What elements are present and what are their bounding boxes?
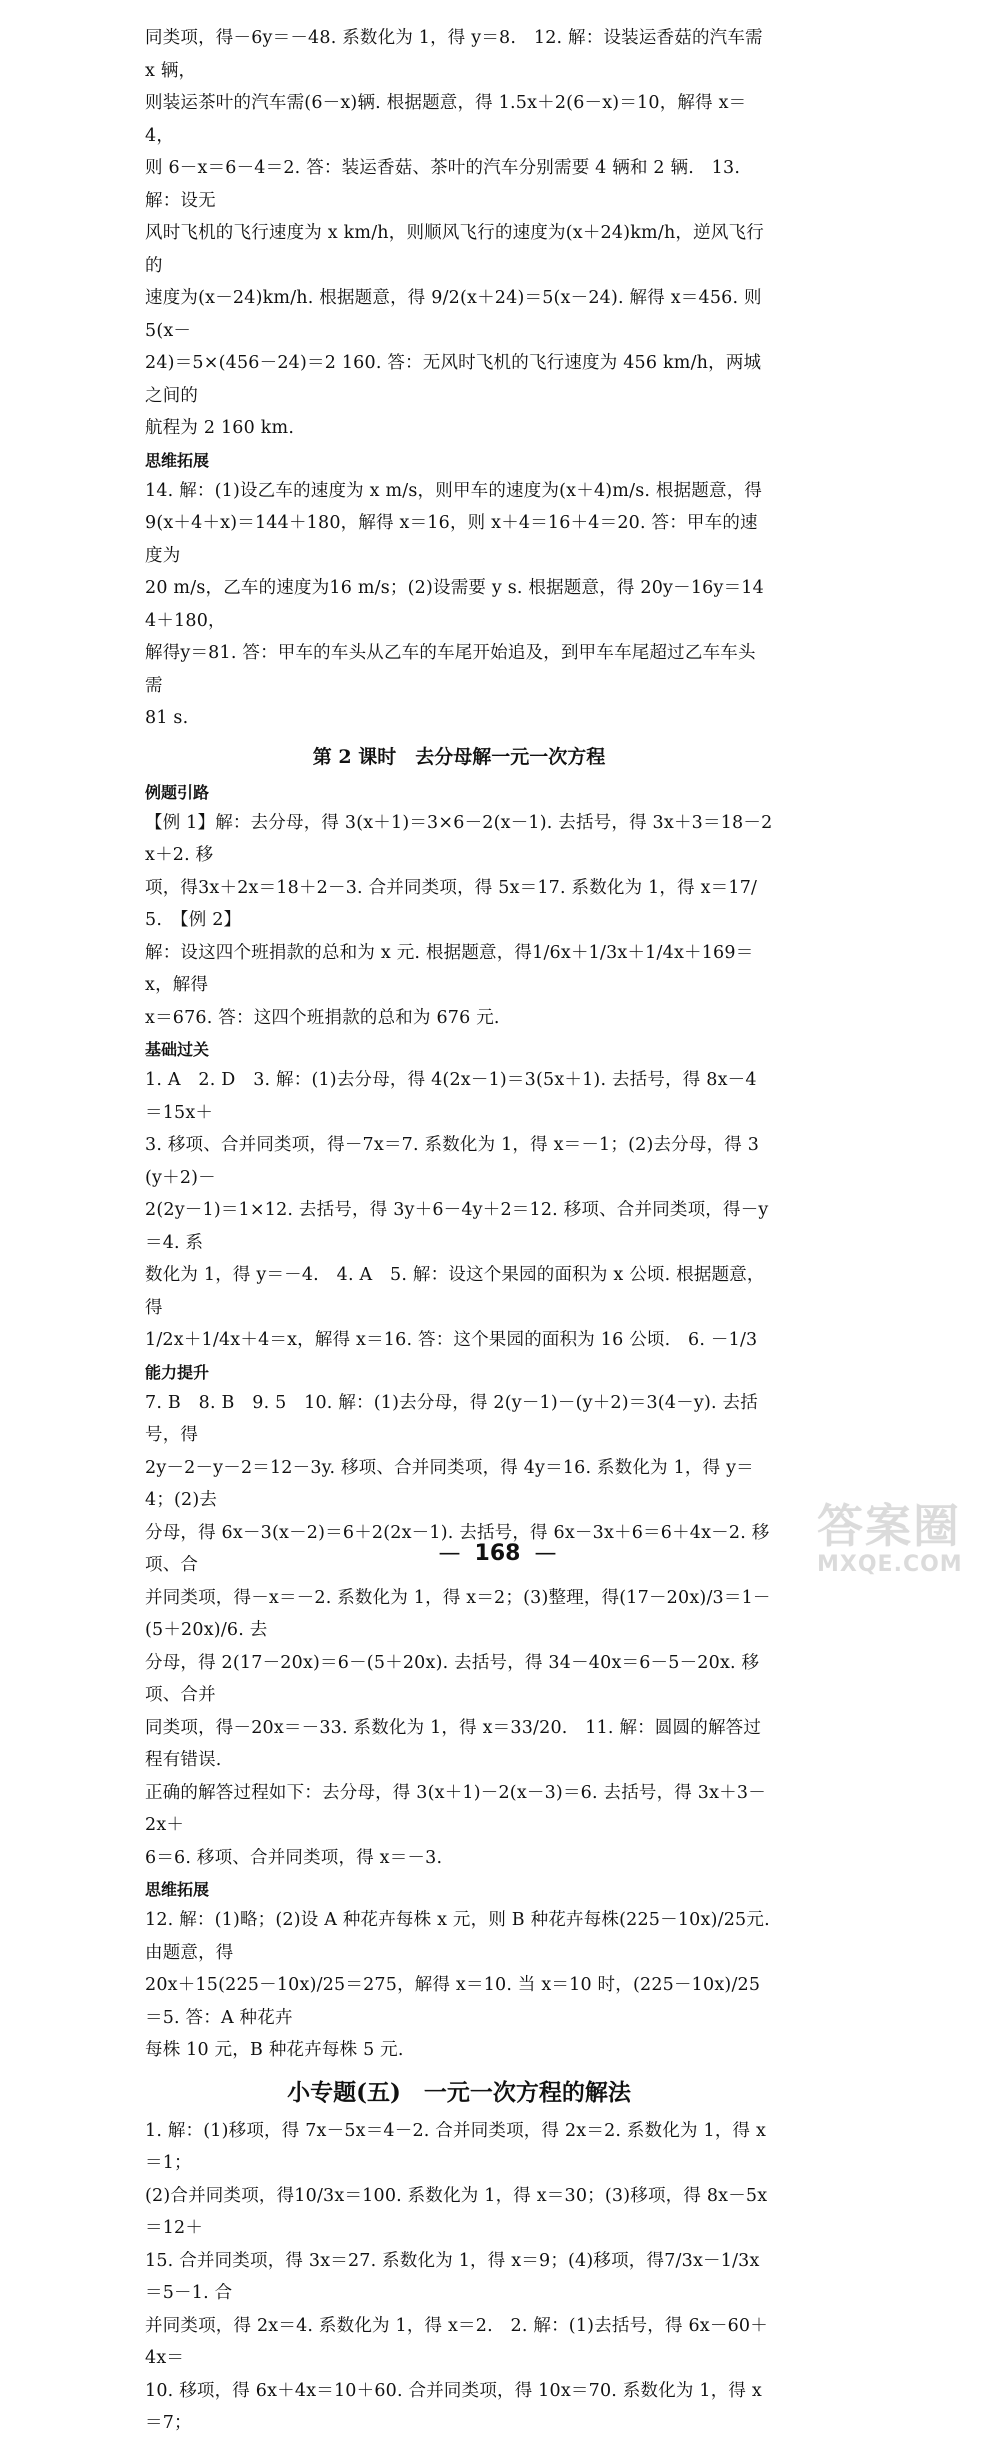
text-line: 分母，得 2(17－20x)＝6－(5＋20x). 去括号，得 34－40x＝6－5－20x. 移项、合并 [145,1652,760,1705]
text-line: (2)合并同类项，得10/3x＝100. 系数化为 1，得 x＝30；(3)移项，得 8x－5x＝12＋ [145,2185,768,2238]
block-top [145,22,773,445]
section-heading: 思维拓展 [145,1880,210,1899]
text-line: 解得y＝81. 答：甲车的车头从乙车的车尾开始追及，到甲车车尾超过乙车车头需 [145,643,756,696]
text-line: 1. 解：(1)移项，得 7x－5x＝4－2. 合并同类项，得 2x＝2. 系数化为 1，得 x＝1； [145,2120,767,2173]
text-line: 航程为 2 160 km. [145,418,295,438]
text-line: 同类项，得－6y＝－48. 系数化为 1，得 y＝8. 12. 解：设装运香菇的汽车需 x 辆， [145,28,769,81]
answer-content [145,22,776,2440]
text-line: 14. 解：(1)设乙车的速度为 x m/s，则甲车的速度为(x＋4)m/s. 根据题意，得 [145,480,763,501]
text-line: 3. 移项、合并同类项，得－7x＝7. 系数化为 1，得 x＝－1；(2)去分母，得 3(y＋2)－ [145,1135,760,1188]
section-thinking-1 [145,447,773,735]
topic-title: 小专题(五) 一元一次方程的解法 [287,2078,631,2106]
text-line: 数化为 1，得 y＝－4. 4. A 5. 解：设这个果园的面积为 x 公顷. 根据题意，得 [145,1265,765,1318]
section-heading: 能力提升 [145,1362,210,1382]
text-line: 20x＋15(225－10x)/25＝275，解得 x＝10. 当 x＝10 时，(225－10x)/25＝5. 答：A 种花卉 [145,1975,761,2028]
text-line: x＝676. 答：这四个班捐款的总和为 676 元. [145,1007,500,1028]
text-line: 6＝6. 移项、合并同类项，得 x＝－3. [145,1847,443,1868]
text-line: 20 m/s，乙车的速度为16 m/s；(2)设需要 y s. 根据题意，得 20y－16y＝144＋180， [145,578,764,631]
text-line: 则 6－x＝6－4＝2. 答：装运香菇、茶叶的汽车分别需要 4 辆和 2 辆. 13. 解：设无 [145,158,746,211]
section-thinking-2 [145,1876,776,2067]
text-line: 15. 合并同类项，得 3x＝27. 系数化为 1，得 x＝9；(4)移项，得7/3x－1/3x＝5－1. 合 [145,2250,760,2303]
text-line: 12. 解：(1)略；(2)设 A 种花卉每株 x 元，则 B 种花卉每株(225－10x)/25元. 由题意，得 [145,1910,776,1963]
text-line: 项，得3x＋2x＝18＋2－3. 合并同类项，得 5x＝17. 系数化为 1，得 x＝17/5. 【例 2】 [145,877,758,930]
dash-left: — [438,1541,461,1566]
text-line: 2y－2－y－2＝12－3y. 移项、合并同类项，得 4y＝16. 系数化为 1，得 y＝4；(2)去 [145,1457,754,1510]
text-line: 7. B 8. B 9. 5 10. 解：(1)去分母，得 2(y－1)－(y＋2)＝3(4－y). 去括号，得 [145,1392,758,1445]
page-number-value: 168 [474,1541,521,1566]
section-heading: 例题引路 [145,782,210,802]
text-line: 则装运茶叶的汽车需(6－x)辆. 根据题意，得 1.5x＋2(6－x)＝10，解得 x＝4， [145,93,747,146]
watermark-logo-text: 答案圈 [817,1499,961,1553]
text-line: 并同类项，得－x＝－2. 系数化为 1，得 x＝2；(3)整理，得(17－20x)/3＝1－(5＋20x)/6. 去 [145,1587,771,1640]
section-basic [145,1036,773,1357]
text-line: 1. A 2. D 3. 解：(1)去分母，得 4(2x－1)＝3(5x＋1). 去括号，得 8x－4＝15x＋ [145,1070,757,1123]
lesson-title: 第 2 课时 去分母解一元一次方程 [312,745,606,768]
block-topic [145,2115,773,2440]
text-line: 解：设这四个班捐款的总和为 x 元. 根据题意，得1/6x＋1/3x＋1/4x＋169＝x，解得 [145,942,754,995]
dash-right: — [534,1541,557,1566]
section-heading: 思维拓展 [145,450,210,470]
watermark-url: MXQE.COM [817,1552,963,1577]
text-line: 每株 10 元，B 种花卉每株 5 元. [145,2040,404,2060]
text-line: 并同类项，得 2x＝4. 系数化为 1，得 x＝2. 2. 解：(1)去括号，得 6x－60＋4x＝ [145,2315,768,2368]
text-line: 分母，得 6x－3(x－2)＝6＋2(2x－1). 去括号，得 6x－3x＋6＝6＋4x－2. 移项、合 [145,1522,770,1575]
section-heading: 基础过关 [145,1040,210,1059]
text-line: 风时飞机的飞行速度为 x km/h，则顺风飞行的速度为(x＋24)km/h，逆风飞行的 [145,223,764,276]
text-line: 1/2x＋1/4x＋4＝x，解得 x＝16. 答：这个果园的面积为 16 公顷. 6. －1/3 [145,1330,758,1350]
text-line: 正确的解答过程如下：去分母，得 3(x＋1)－2(x－3)＝6. 去括号，得 3x＋3－2x＋ [145,1782,766,1835]
section-ability [145,1359,773,1875]
text-line: 10. 移项，得 6x＋4x＝10＋60. 合并同类项，得 10x＝70. 系数化为 1，得 x＝7； [145,2380,762,2433]
text-line: 24)＝5×(456－24)＝2 160. 答：无风时飞机的飞行速度为 456 km/h，两城之间的 [145,353,762,406]
text-line: 速度为(x－24)km/h. 根据题意，得 9/2(x＋24)＝5(x－24). 解得 x＝456. 则 5(x－ [145,288,768,341]
watermark-logo [817,1500,987,1592]
text-line: 81 s. [145,708,189,728]
text-line: 同类项，得－20x＝－33. 系数化为 1，得 x＝33/20. 11. 解：圆圆的解答过程有错误. [145,1717,762,1770]
text-line: 9(x＋4＋x)＝144＋180，解得 x＝16，则 x＋4＝16＋4＝20. 答：甲车的速度为 [145,513,758,566]
text-line: 2(2y－1)＝1×12. 去括号，得 3y＋6－4y＋2＝12. 移项、合并同类项，得－y＝4. 系 [145,1200,769,1253]
section-examples [145,779,773,1035]
text-line: 【例 1】解：去分母，得 3(x＋1)＝3×6－2(x－1). 去括号，得 3x＋3＝18－2x＋2. 移 [145,812,773,865]
